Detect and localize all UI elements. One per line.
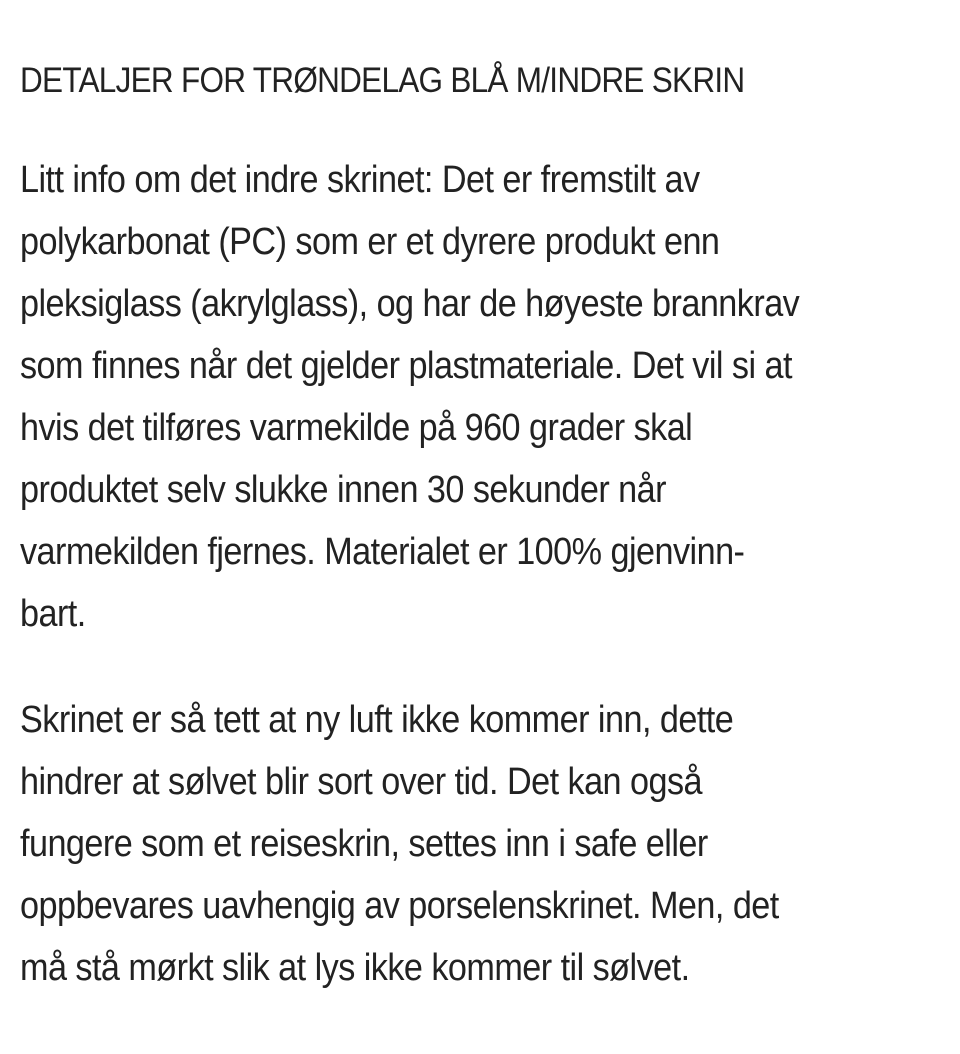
paragraph-line: oppbevares uavhengig av porselenskrinet. Men, det: [20, 885, 779, 927]
paragraph-line: må stå mørkt slik at lys ikke kommer til sølvet.: [20, 947, 690, 989]
paragraph-line: Litt info om det indre skrinet: Det er fremstilt av: [20, 159, 700, 201]
paragraph-line: hindrer at sølvet blir sort over tid. Det kan også: [20, 761, 703, 803]
paragraph-line: varmekilden fjernes. Materialet er 100% gjenvinn-: [20, 531, 745, 573]
paragraph-airtight-info: [20, 689, 863, 999]
paragraph-inner-box-info: [20, 149, 886, 645]
paragraph-line: hvis det tilføres varmekilde på 960 grader skal: [20, 407, 693, 449]
paragraph-line: pleksiglass (akrylglass), og har de høyeste brannkrav: [20, 283, 800, 325]
paragraph-line: fungere som et reiseskrin, settes inn i safe eller: [20, 823, 708, 865]
paragraph-line: bart.: [20, 593, 86, 635]
paragraph-line: produktet selv slukke innen 30 sekunder når: [20, 469, 666, 511]
paragraph-line: som finnes når det gjelder plastmateriale. Det vil si at: [20, 345, 792, 387]
details-heading: DETALJER FOR TRØNDELAG BLÅ M/INDRE SKRIN: [20, 61, 745, 100]
paragraph-line: Skrinet er så tett at ny luft ikke kommer inn, dette: [20, 699, 734, 741]
paragraph-line: polykarbonat (PC) som er et dyrere produkt enn: [20, 221, 720, 263]
